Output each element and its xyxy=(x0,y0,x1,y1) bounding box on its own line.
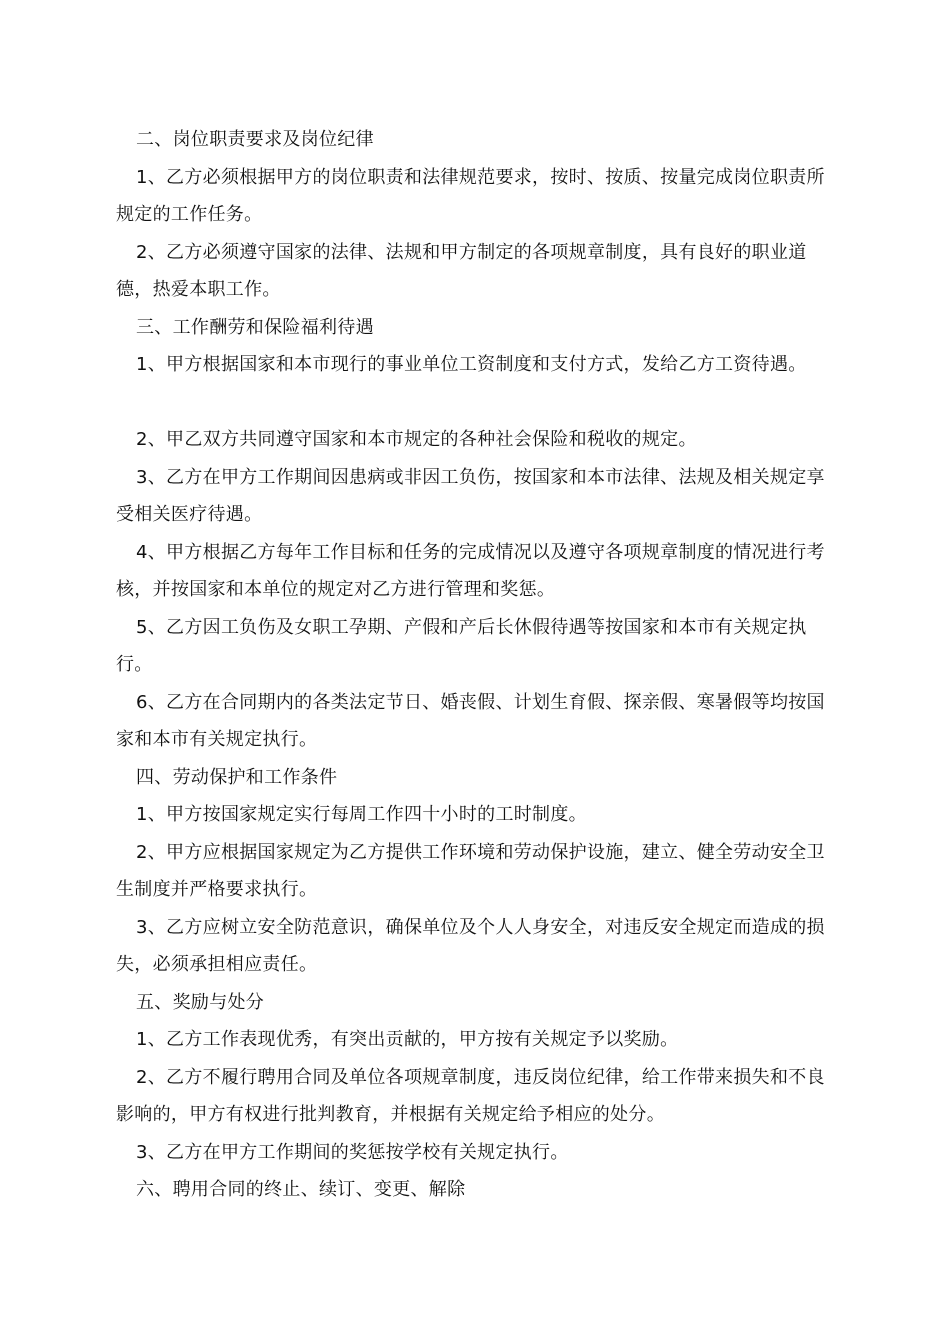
section-heading-5: 五、奖励与处分 xyxy=(136,991,265,1013)
blank-line xyxy=(116,384,836,422)
clause-3-3: 3、乙方在甲方工作期间因患病或非因工负伤，按国家和本市法律、法规及相关规定享受相关医疗待遇。 xyxy=(116,466,825,525)
clause-4-3: 3、乙方应树立安全防范意识，确保单位及个人人身安全，对违反安全规定而造成的损失，必须承担相应责任。 xyxy=(116,916,825,975)
clause-3-1: 1、甲方根据国家和本市现行的事业单位工资制度和支付方式，发给乙方工资待遇。 xyxy=(136,354,807,375)
section-heading-3: 三、工作酬劳和保险福利待遇 xyxy=(136,316,374,338)
document-body xyxy=(116,121,836,1209)
clause-5-2: 2、乙方不履行聘用合同及单位各项规章制度，违反岗位纪律，给工作带来损失和不良影响的，甲方有权进行批判教育，并根据有关规定给予相应的处分。 xyxy=(116,1066,825,1125)
clause-3-6: 6、乙方在合同期内的各类法定节日、婚丧假、计划生育假、探亲假、寒暑假等均按国家和本市有关规定执行。 xyxy=(116,691,825,750)
clause-4-2: 2、甲方应根据国家规定为乙方提供工作环境和劳动保护设施，建立、健全劳动安全卫生制度并严格要求执行。 xyxy=(116,841,825,900)
clause-3-2: 2、甲乙双方共同遵守国家和本市规定的各种社会保险和税收的规定。 xyxy=(136,429,697,450)
clause-2-1: 1、乙方必须根据甲方的岗位职责和法律规范要求，按时、按质、按量完成岗位职责所规定的工作任务。 xyxy=(116,166,825,225)
clause-4-1: 1、甲方按国家规定实行每周工作四十小时的工时制度。 xyxy=(136,804,587,825)
section-heading-2: 二、岗位职责要求及岗位纪律 xyxy=(136,129,374,150)
clause-5-1: 1、乙方工作表现优秀，有突出贡献的，甲方按有关规定予以奖励。 xyxy=(136,1029,679,1050)
clause-5-3: 3、乙方在甲方工作期间的奖惩按学校有关规定执行。 xyxy=(136,1141,569,1163)
clause-3-5: 5、乙方因工负伤及女职工孕期、产假和产后长休假待遇等按国家和本市有关规定执行。 xyxy=(116,616,807,675)
section-heading-6: 六、聘用合同的终止、续订、变更、解除 xyxy=(136,1179,466,1200)
clause-3-4: 4、甲方根据乙方每年工作目标和任务的完成情况以及遵守各项规章制度的情况进行考核，并按国家和本单位的规定对乙方进行管理和奖惩。 xyxy=(116,541,825,600)
clause-2-2: 2、乙方必须遵守国家的法律、法规和甲方制定的各项规章制度，具有良好的职业道德，热爱本职工作。 xyxy=(116,241,807,300)
section-heading-4: 四、劳动保护和工作条件 xyxy=(136,766,338,788)
